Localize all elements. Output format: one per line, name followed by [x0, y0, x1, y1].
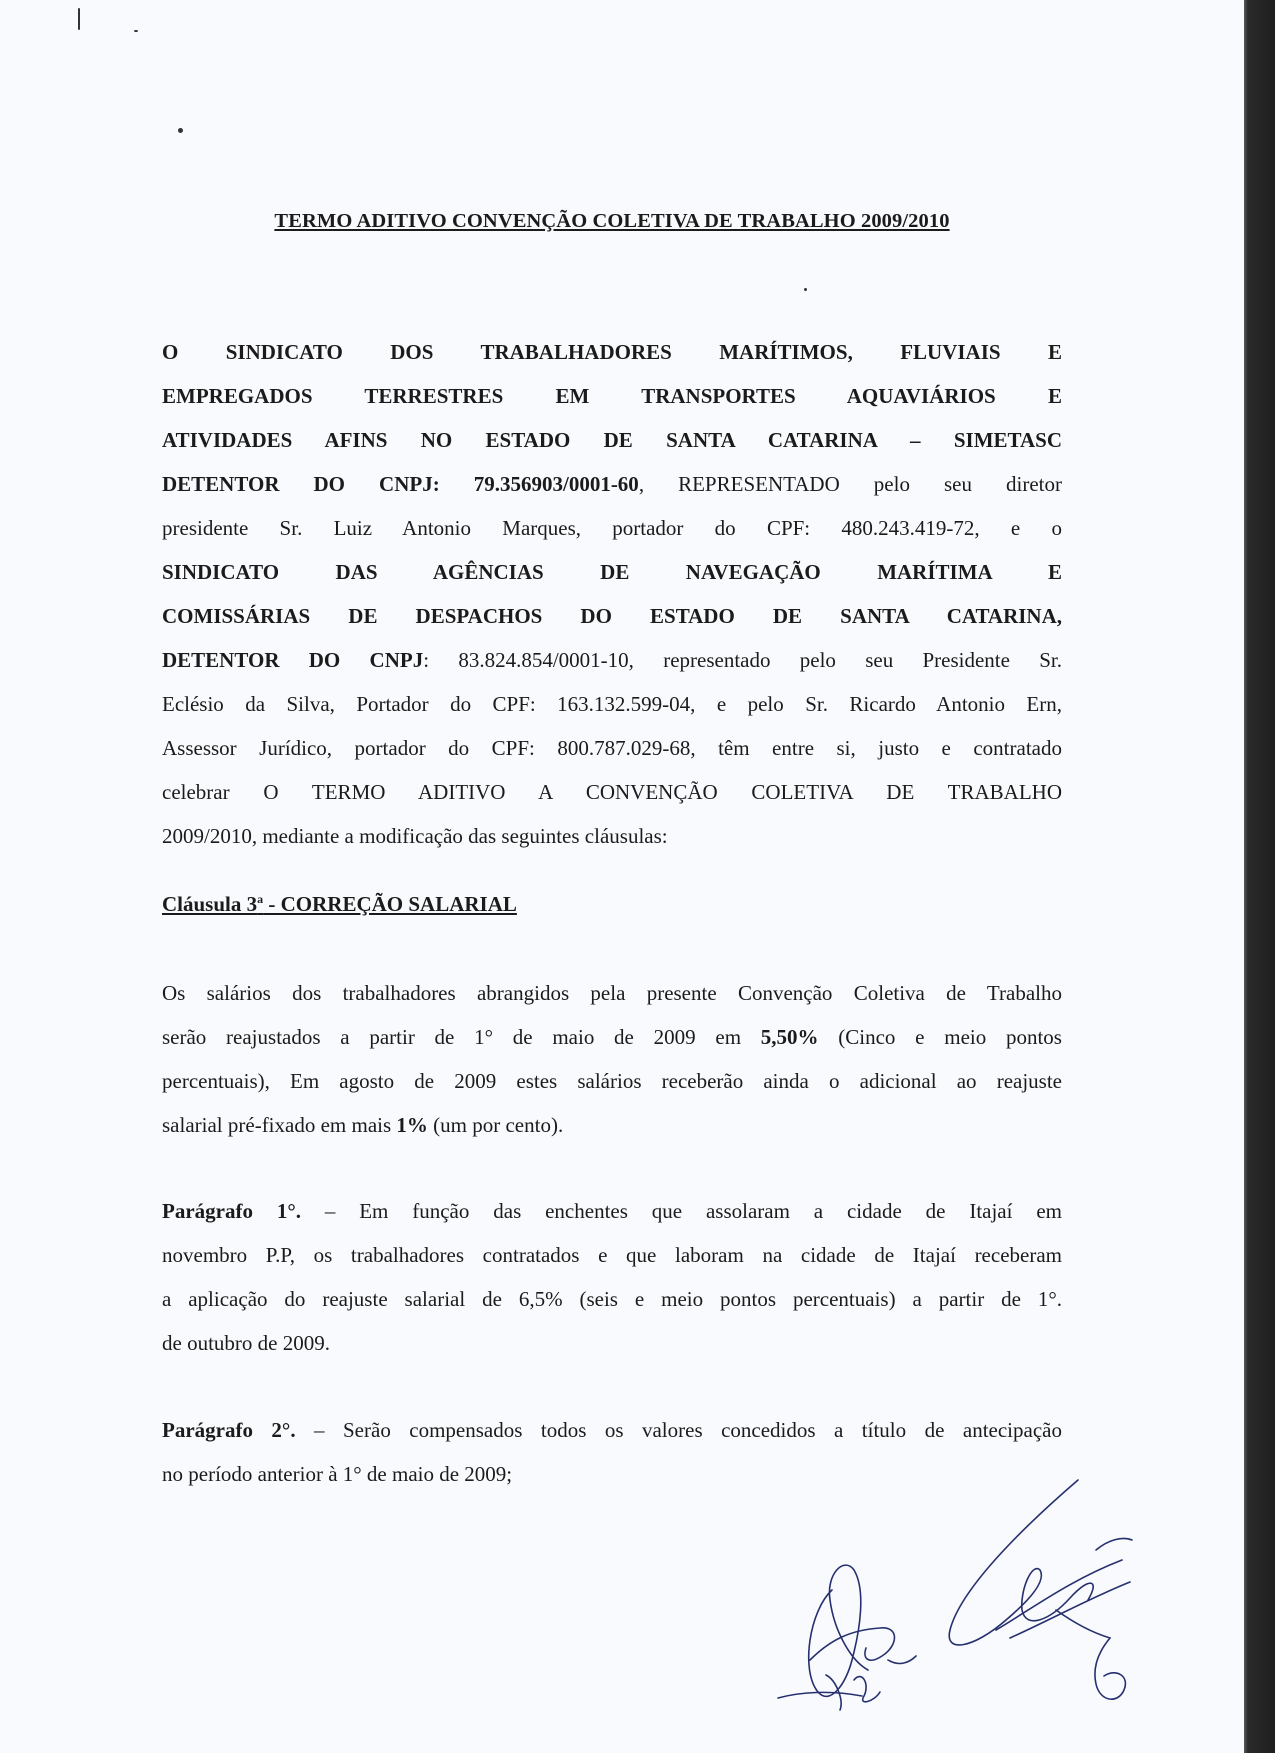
clause-heading: [162, 892, 517, 917]
handwritten-signature: [770, 1470, 1190, 1720]
clause-text: (um por cento).: [427, 1113, 564, 1137]
paragraph-1-line: [162, 1189, 1062, 1233]
intro-line: [162, 506, 1062, 550]
intro-line: [162, 330, 1062, 374]
clause-line: [162, 971, 1062, 1015]
scan-speck: [134, 30, 138, 32]
paragraph-1: [162, 1189, 1062, 1365]
clause-line: [162, 1059, 1062, 1103]
clause-text: salarial pré-fixado em mais: [162, 1113, 397, 1137]
intro-line: [162, 374, 1062, 418]
intro-text: : 83.824.854/0001-10, representado pelo seu Presidente Sr.: [423, 648, 1063, 672]
paragraph-1-text: – Em função das enchentes que assolaram a cidade de Itajaí em: [300, 1199, 1062, 1223]
clause-heading-suffix: - CORREÇÃO SALARIAL: [263, 892, 517, 916]
clause-text: 5,50%: [760, 1025, 819, 1049]
scan-speck: [178, 128, 183, 133]
intro-text: celebrar O TERMO ADITIVO A CONVENÇÃO COLETIVA DE TRABALHO: [162, 780, 1062, 804]
intro-text: presidente Sr. Luiz Antonio Marques, portador do CPF: 480.243.419-72, e o: [162, 516, 1062, 540]
intro-text: SINDICATO DAS AGÊNCIAS DE NAVEGAÇÃO MARÍTIMA E: [162, 560, 1062, 584]
intro-paragraph: [162, 330, 1062, 858]
intro-text: ATIVIDADES AFINS NO ESTADO DE SANTA CATARINA – SIMETASC: [162, 428, 1062, 452]
clause-heading-prefix: Cláusula 3: [162, 892, 258, 916]
intro-text: Eclésio da Silva, Portador do CPF: 163.132.599-04, e pelo Sr. Ricardo Antonio Ern,: [162, 692, 1062, 716]
paragraph-2-text: Parágrafo 2°.: [162, 1418, 296, 1442]
intro-line: [162, 814, 1062, 858]
intro-text: DETENTOR DO CNPJ: [162, 648, 424, 672]
paragraph-1-line: [162, 1321, 1062, 1365]
clause-text: percentuais), Em agosto de 2009 estes salários receberão ainda o adicional ao reajuste: [162, 1069, 1062, 1093]
intro-line: [162, 682, 1062, 726]
clause-line: [162, 1103, 1062, 1147]
paragraph-1-text: Parágrafo 1°.: [162, 1199, 301, 1223]
intro-text: Assessor Jurídico, portador do CPF: 800.787.029-68, têm entre si, justo e contratado: [162, 736, 1062, 760]
intro-line: [162, 550, 1062, 594]
clause-paragraph: [162, 971, 1062, 1147]
clause-text: 1%: [396, 1113, 428, 1137]
intro-line: [162, 638, 1062, 682]
intro-text: EMPREGADOS TERRESTRES EM TRANSPORTES AQUAVIÁRIOS E: [162, 384, 1062, 408]
paragraph-2-text: – Serão compensados todos os valores concedidos a título de antecipação: [295, 1418, 1062, 1442]
intro-line: [162, 462, 1062, 506]
intro-text: DETENTOR DO CNPJ: 79.356903/0001-60: [162, 472, 639, 496]
document-title: TERMO ADITIVO CONVENÇÃO COLETIVA DE TRABALHO 2009/2010: [274, 210, 950, 232]
paragraph-1-text: de outubro de 2009.: [162, 1331, 330, 1355]
paragraph-1-line: [162, 1277, 1062, 1321]
intro-text: COMISSÁRIAS DE DESPACHOS DO ESTADO DE SANTA CATARINA,: [162, 604, 1062, 628]
scanner-edge: [1244, 0, 1275, 1753]
clause-heading-sup: a: [257, 892, 264, 906]
scan-speck: [78, 8, 80, 30]
intro-text: O SINDICATO DOS TRABALHADORES MARÍTIMOS, FLUVIAIS E: [162, 340, 1062, 364]
paragraph-2-text: no período anterior à 1° de maio de 2009;: [162, 1462, 513, 1486]
paragraph-1-line: [162, 1233, 1062, 1277]
paragraph-1-text: a aplicação do reajuste salarial de 6,5% (seis e meio pontos percentuais) a partir de 1°.: [162, 1287, 1062, 1311]
clause-line: [162, 1015, 1062, 1059]
intro-line: [162, 594, 1062, 638]
intro-text: 2009/2010, mediante a modificação das seguintes cláusulas:: [162, 824, 668, 848]
intro-line: [162, 418, 1062, 462]
clause-text: (Cinco e meio pontos: [818, 1025, 1062, 1049]
intro-line: [162, 726, 1062, 770]
intro-text: , REPRESENTADO pelo seu diretor: [638, 472, 1062, 496]
intro-line: [162, 770, 1062, 814]
scan-speck: [804, 288, 807, 291]
clause-text: Os salários dos trabalhadores abrangidos pela presente Convenção Coletiva de Trabalho: [162, 981, 1062, 1005]
paragraph-1-text: novembro P.P, os trabalhadores contratados e que laboram na cidade de Itajaí receberam: [162, 1243, 1062, 1267]
paragraph-2-line: [162, 1408, 1062, 1452]
clause-text: serão reajustados a partir de 1° de maio de 2009 em: [162, 1025, 761, 1049]
